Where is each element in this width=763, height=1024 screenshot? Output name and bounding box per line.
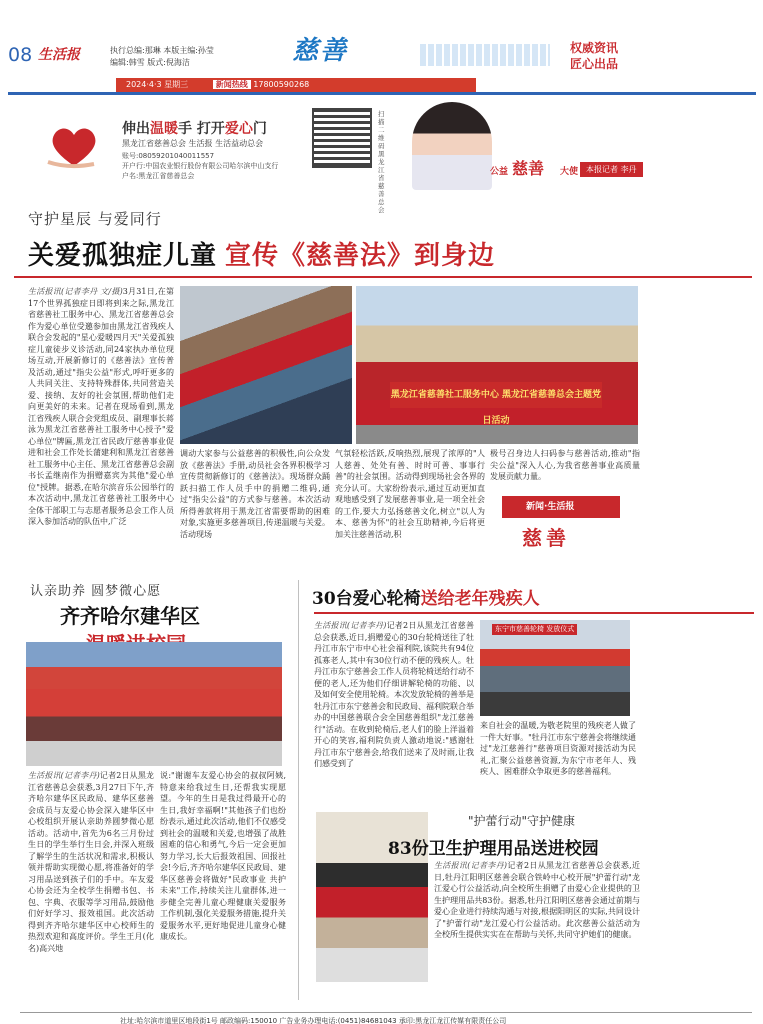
column-divider <box>298 580 299 1000</box>
ambassador-portrait <box>412 102 492 190</box>
dateline <box>116 78 476 92</box>
article2-headline-black: 齐齐哈尔建华区 <box>60 604 200 628</box>
masthead <box>0 0 763 89</box>
section-title: 慈善 <box>292 36 349 66</box>
date: 2024·4·3 星期三 <box>126 80 189 89</box>
article4-kicker: "护蕾行动"守护健康 <box>468 814 576 828</box>
account-line1: 账号:08059201040011557 <box>122 152 215 160</box>
donation-banner <box>20 96 752 214</box>
photo-banner-text: 黑龙江省慈善社工服务中心 黑龙江省慈善总会主题党日活动 <box>390 382 602 408</box>
article1-col3: 气氛轻松活跃,反响热烈,展现了浓厚的"人人慈善、处处有善、时时可善、事事行善"的社会氛围。活动得到现场社会各界的充分认可。大家纷纷表示,通过互动更加直观地感受到了发展慈善事业,是一项全社会的工作,要大力弘扬慈善文化,树立"以人为本、慈善为怀"的社会互助精神,今后将更加关注慈善活动,积 <box>335 449 485 539</box>
article3-col2: 来自社会的温暖,为敬老院里的残疾老人做了一件大好事。"牡丹江市东宁慈善会将继续通过"龙江慈善行"慈善项目资源对接活动为民礼,汇聚公益慈善资源,为东宁市老年人、残疾人、困难群众争取更多的慈善福利。 <box>480 721 636 776</box>
headline-rule <box>14 276 752 278</box>
hotline-number: 17800590268 <box>253 80 310 89</box>
byline: 生活报讯(记者李丹) <box>314 621 387 630</box>
article1-col1 <box>28 286 174 556</box>
byline: 生活报讯(记者李丹) <box>434 861 508 870</box>
donation-title <box>122 118 267 138</box>
title-post: 门 <box>252 121 267 137</box>
slogan-line2: 匠心出品 <box>570 57 619 71</box>
title-highlight-1: 温暖 <box>150 121 178 137</box>
qr-code[interactable] <box>312 108 372 168</box>
ambassador-name: 慈善 <box>512 159 545 178</box>
byline: 生活报讯(记者李丹 文/摄) <box>28 287 123 296</box>
ambassador-public: 公益 <box>490 167 509 177</box>
headline-red: 送给老年残疾人 <box>420 589 540 609</box>
editors <box>110 45 214 69</box>
hotline-label: 新闻热线 <box>213 80 251 89</box>
title-highlight-2: 爱心 <box>224 121 253 137</box>
article4-col1 <box>434 860 640 941</box>
article2-col1 <box>28 770 154 954</box>
article3-headline <box>312 584 540 609</box>
ambassador-title: 大使 <box>560 167 579 177</box>
headline-black: 30台爱心轮椅 <box>312 589 421 609</box>
article4-text-1: 记者2日从黑龙江省慈善总会获悉,近日,牡丹江阳明区慈善会联合铁岭中心校开展"护蕾行动"龙江爱心行公益活动,向全校所生捐赠了由爱心企业提供的卫生护理用品共83份。据悉,牡丹江阳明区慈善会通过前期与爱心企业进行持续沟通与对接,根据阳明区的实际,共同设计了"护蕾行动"龙江爱心行公益活动。此次慈善公益活动为全校所生提供实实在在帮助与关怀,共同守护她们的健康。 <box>434 861 640 939</box>
page-number: 08 <box>8 44 33 66</box>
decorative-banner <box>420 44 550 66</box>
reporter-tag: 本报记者 李丹 <box>580 162 643 177</box>
article1-photo-volunteers <box>180 286 352 444</box>
headline-black: 关爱孤独症儿童 <box>28 241 218 271</box>
article2-text-1: 记者2日从黑龙江省慈善总会获悉,3月27日下午,齐齐哈尔建华区民政局、建华区慈善会成员与友爱心协会深入建华区中心校组织开展认亲助养圆梦微心愿活动。活动中,首先为6名三月份过生日的学生举行生日会,并深入班级了解学生的生活状况和需求,积极认领并帮助实现微心愿,将准备好的学习用品送到孩子们的手中。车友爱心协会还为全校学生捐赠书包、书包、字典、衣服等学习用品,鼓励他们好好学习、报效祖国。此次活动得到齐齐哈尔建华区中心校师生的热烈欢迎和高度评价。学生王月(化名)高兴地 <box>28 771 155 953</box>
donation-account <box>122 151 278 181</box>
article3-text-1: 记者2日从黑龙江省慈善总会获悉,近日,捐赠爱心的30台轮椅送往了牡丹江市东宁市中心社会福利院,该院共有94位孤寡老人,其中有30位行动不便的残疾人。牡丹江市东宁慈善会工作人员将轮椅送给行动不便的老人,还为他们仔细讲解轮椅的功能、以及如何安全使用轮椅。本次发放轮椅的善举是牡丹江市东宁慈善会和民政局、福利院联合举办的中国慈善联合会全国慈善组织"龙江慈善行"活动。在收到轮椅后,老人们的脸上洋溢着开心的笑容,福利院负责人激动地说:"感谢牡丹江市东宁慈善会,给我们送来了及时雨,让我们感受到了 <box>314 621 474 768</box>
article2-photo <box>26 642 282 766</box>
article2-kicker: 认亲助养 圆梦微心愿 <box>30 584 162 599</box>
logo-bottom: 慈善 <box>522 526 570 550</box>
article4-headline: 83份卫生护理用品送进校园 <box>388 839 599 859</box>
article1-headline <box>28 235 495 272</box>
article3-col1 <box>314 620 474 770</box>
article1-col4: 极号召身边人扫码参与慈善活动,推动"指尖公益"深入人心,为我省慈善事业高质量发展贡献力量。 <box>490 449 640 481</box>
byline: 生活报讯(记者李丹) <box>28 771 100 780</box>
title-pre: 伸出 <box>122 121 150 137</box>
headline-rule <box>314 612 754 614</box>
footer-rule <box>20 1012 752 1013</box>
title-mid: 手 打开 <box>178 121 225 137</box>
article1-kicker: 守护星辰 与爱同行 <box>28 210 162 228</box>
photo-tag: 东宁市慈善轮椅 发放仪式 <box>492 624 577 635</box>
qr-label: 扫描二维码 黑龙江省慈善总会 <box>378 110 385 214</box>
masthead-rule <box>8 92 756 95</box>
account-line2: 开户行:中国农业银行股份有限公司哈尔滨中山支行 <box>122 162 279 170</box>
paper-name: 生活报 <box>38 47 80 63</box>
footer-address: 社址:哈尔滨市道里区地段街1号 邮政编码:150010 广告业务办理电话:(0451)84681043 承印:黑龙江龙江传媒有限责任公司 <box>120 1017 507 1024</box>
article1-col2: 调动大家参与公益慈善的积极性,向公众发放《慈善法》手册,动员社会各界积极学习宣传贯彻新修订的《慈善法》。现场群众踊跃扫描工作人员手中的捐赠二维码,通过"指尖公益"的方式参与慈善。本次活动所得善款将用于黑龙江省需要帮助的困难对象,实施更多慈善项目,传递温暖与关爱。活动现场 <box>180 449 330 539</box>
logo-top: 新闻·生活报 <box>502 496 620 518</box>
account-line3: 户名:黑龙江省慈善总会 <box>122 172 195 180</box>
section-logo <box>502 496 620 550</box>
heart-hand-icon <box>44 122 104 172</box>
article1-text-1: 3月31日,在第17个世界孤独症日即将到来之际,黑龙江省慈善社工服务中心、黑龙江省慈善总会作为爱心单位受邀参加由黑龙江省残疾人联合会发起的"星心爱暖四月天"关爱孤独症儿童徒步义诊活动,同24家执办单位现场互动,开展新修订的《慈善法》宣传普及活动,通过"指尖公益"形式,呼吁更多的人共同关注、支持特殊群体,共同营造关爱、接纳、友好的社会氛围,帮助他们走向更美好的未来。记者在现场看到,黑龙江省残疾人联合会党组成员、副理事长蒋泳为黑龙江省慈善社工服务中心授予"爱心单位"牌匾,黑龙江省民政厅慈善事业促进和社会工作处长蒲建利和黑龙江省慈善社工服务中心主任、黑龙江省慈善总会副书长孟继南作为捐赠嘉宾为其他"爱心单位"授牌。据悉,在哈尔滨音乐公园举行的本次活动中,黑龙江省慈善社工服务中心全体干部职工与志愿者服务总会工作人员深入参加活动的队伍中,广泛 <box>28 287 175 526</box>
slogan-line1: 权威资讯 <box>570 41 619 55</box>
slogan <box>570 40 618 72</box>
editors-line1: 执行总编:那琳 本版主编:孙莹 <box>110 46 214 55</box>
headline-red: 宣传《慈善法》到身边 <box>225 241 496 271</box>
editors-line2: 编辑:韩雪 版式:倪海洁 <box>110 58 190 67</box>
donation-org: 黑龙江省慈善总会 生活报 生活益动总会 <box>122 139 264 148</box>
article2-col2: 说:"谢谢车友爱心协会的叔叔阿姨,特意来给我过生日,还帮我实现愿望。今年的生日是我过得最开心的生日,我好幸福啊!"其他孩子们也纷纷表示,通过此次活动,他们不仅感受到社会的温暖和关爱,也增强了战胜困难的信心和勇气,今后一定会更加努力学习,长大后报效祖国、回报社会!今后,齐齐哈尔建华区民政局、建华区慈善会将做好"民政事业 共护未来"工作,持续关注儿童群体,进一步健全完善儿童心理健康关爱服务工作机制,强化关爱服务措施,提升关爱服务水平,更好地促进儿童身心健康成长。 <box>160 771 286 941</box>
